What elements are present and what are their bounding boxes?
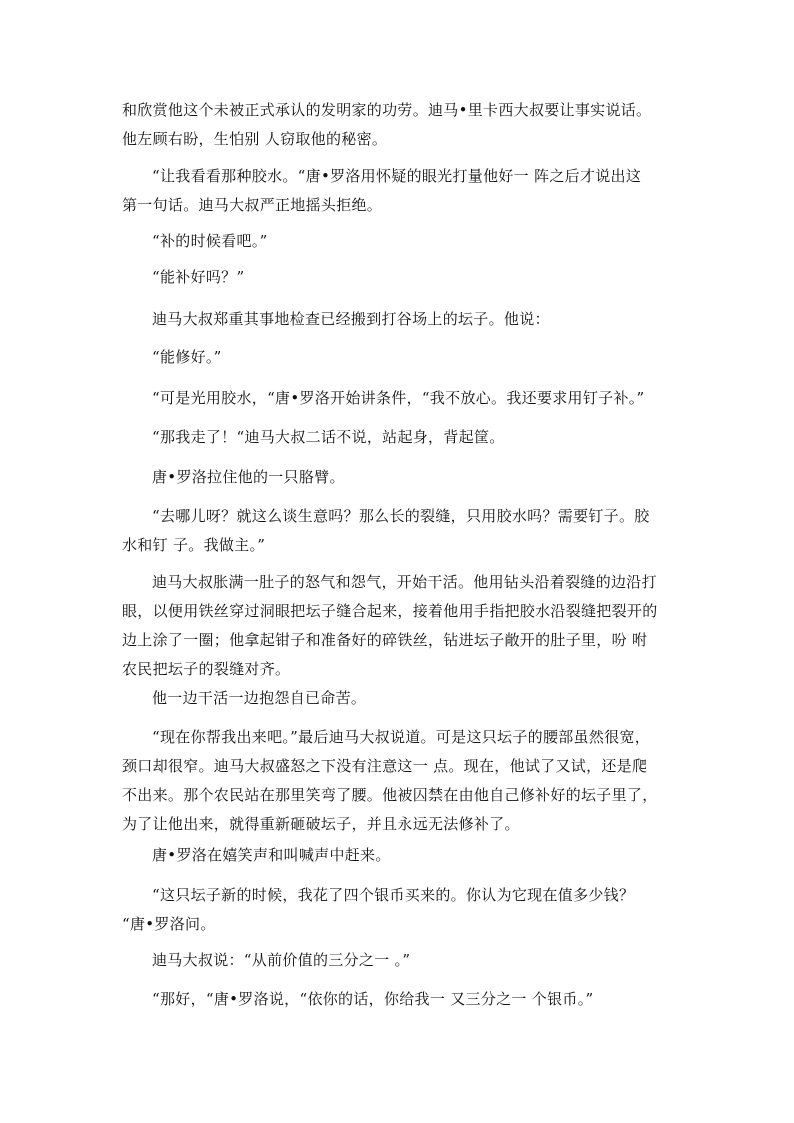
text-line: 迪马大叔郑重其事地检查已经搬到打谷场上的坛子。他说： bbox=[152, 310, 550, 328]
paragraph-10 bbox=[122, 502, 682, 560]
text-line: “现在你帮我出来吧。”最后迪马大叔说道。可是这只坛子的腰部虽然很宽， bbox=[152, 728, 651, 746]
text-line: 迪马大叔胀满一肚子的怒气和怨气，开始干活。他用钻头沿着裂缝的边沿打 bbox=[152, 573, 657, 591]
text-line: 农民把坛子的裂缝对齐。 bbox=[122, 660, 291, 678]
text-line: 第一句话。迪马大叔严正地摇头拒绝。 bbox=[122, 196, 383, 214]
text-line: 唐•罗洛在嬉笑声和叫喊声中赶来。 bbox=[152, 846, 391, 864]
text-line: “唐•罗洛问。 bbox=[122, 915, 216, 933]
paragraph-14 bbox=[122, 841, 682, 870]
paragraph-2 bbox=[122, 162, 682, 220]
text-line: “补的时候看吧。” bbox=[152, 232, 268, 250]
text-line: 他左顾右盼，生怕别 人窃取他的秘密。 bbox=[122, 130, 388, 148]
text-line: “能修好。” bbox=[152, 348, 222, 366]
paragraph-5 bbox=[122, 305, 682, 334]
paragraph-11 bbox=[122, 568, 682, 684]
text-line: 不出来。那个农民站在那里笑弯了腰。他被囚禁在由他自己修补好的坛子里了， bbox=[122, 786, 658, 804]
text-line: “这只坛子新的时候，我花了四个银币买来的。你认为它现在值多少钱？ bbox=[152, 886, 635, 904]
paragraph-12 bbox=[122, 684, 682, 713]
paragraph-9 bbox=[122, 463, 682, 492]
paragraph-3 bbox=[122, 227, 682, 256]
text-line: 唐•罗洛拉住他的一只胳臂。 bbox=[152, 468, 345, 486]
paragraph-1 bbox=[122, 96, 682, 154]
text-line: “那我走了！“迪马大叔二话不说，站起身，背起筐。 bbox=[152, 428, 505, 446]
paragraph-15 bbox=[122, 881, 682, 939]
text-line: “可是光用胶水，“唐•罗洛开始讲条件，“我不放心。我还要求用钉子补。” bbox=[152, 389, 645, 407]
text-line: 和欣赏他这个未被正式承认的发明家的功劳。迪马•里卡西大叔要让事实说话。 bbox=[122, 101, 652, 119]
text-line: 迪马大叔说：“从前价值的三分之一 。” bbox=[152, 951, 411, 969]
text-line: 边上涂了一圈；他拿起钳子和准备好的碎铁丝，钻进坛子敞开的肚子里，吩 咐 bbox=[122, 631, 648, 649]
text-line: “去哪儿呀？就这么谈生意吗？那么长的裂缝，只用胶水吗？需要钉子。胶 bbox=[152, 507, 650, 525]
text-line: 水和钉 子。我做主。” bbox=[122, 536, 266, 554]
text-line: 为了让他出来，就得重新砸破坛子，并且永远无法修补了。 bbox=[122, 815, 520, 833]
paragraph-8 bbox=[122, 423, 682, 452]
paragraph-16 bbox=[122, 946, 682, 975]
paragraph-17 bbox=[122, 985, 682, 1014]
text-line: “让我看看那种胶水。“唐•罗洛用怀疑的眼光打量他好一 阵之后才说出这 bbox=[152, 167, 642, 185]
text-line: 他一边干活一边抱怨自已命苦。 bbox=[152, 689, 367, 707]
text-line: 颈口却很窄。迪马大叔盛怒之下没有注意这一 点。现在，他试了又试，还是爬 bbox=[122, 757, 648, 775]
text-line: 眼，以便用铁丝穿过洞眼把坛子缝合起来，接着他用手指把胶水沿裂缝把裂开的 bbox=[122, 602, 658, 620]
paragraph-13 bbox=[122, 723, 682, 839]
text-line: “那好，“唐•罗洛说，“依你的话，你给我一 又三分之一 个银币。” bbox=[152, 990, 594, 1008]
paragraph-6 bbox=[122, 343, 682, 372]
paragraph-4 bbox=[122, 263, 682, 292]
paragraph-7 bbox=[122, 384, 682, 413]
text-line: “能补好吗？” bbox=[152, 268, 245, 286]
